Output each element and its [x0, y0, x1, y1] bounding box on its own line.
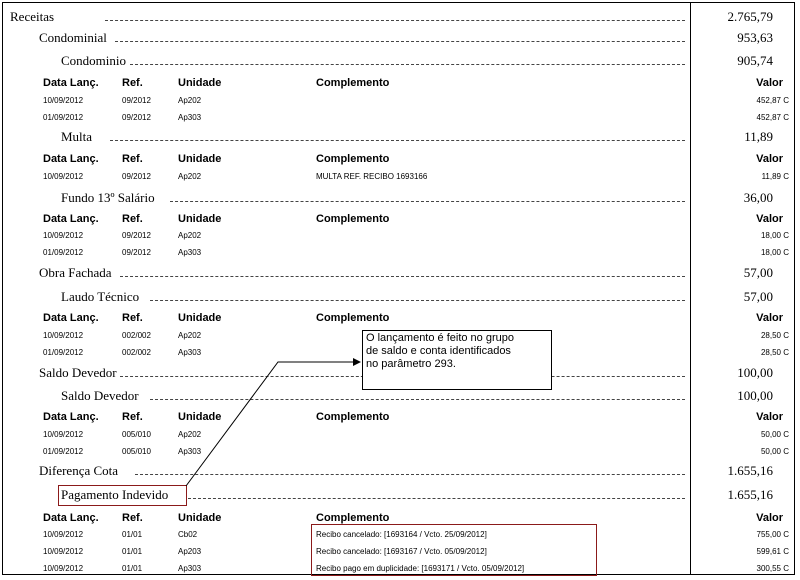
leader-dots	[105, 20, 685, 21]
leader-dots	[150, 399, 685, 400]
col-valor: Valor	[756, 77, 783, 89]
cell-complemento: Recibo cancelado: [1693164 / Vcto. 25/09/2012]	[316, 530, 487, 539]
col-complemento: Complemento	[316, 512, 390, 524]
account-label: Condominio	[61, 53, 127, 68]
cell-valor: 11,89 C	[761, 172, 789, 181]
cell-ref: 01/01	[122, 564, 143, 573]
account-label: Fundo 13º Salário	[61, 190, 155, 205]
cell-ref: 09/2012	[122, 231, 151, 240]
account-amount: 11,89	[744, 129, 773, 144]
account-multa	[10, 128, 790, 146]
col-unidade: Unidade	[178, 312, 222, 324]
group-obra-fachada	[10, 264, 790, 282]
cell-data: 10/09/2012	[43, 530, 84, 539]
leader-dots	[150, 300, 685, 301]
cell-ref: 002/002	[122, 348, 151, 357]
col-ref: Ref.	[122, 153, 143, 165]
cell-ref: 09/2012	[122, 172, 151, 181]
col-data: Data Lanç.	[43, 213, 99, 225]
leader-dots	[170, 201, 685, 202]
account-amount: 1.655,16	[727, 487, 773, 502]
cell-valor: 755,00 C	[756, 530, 789, 539]
cell-data: 10/09/2012	[43, 231, 84, 240]
group-label: Saldo Devedor	[39, 365, 117, 380]
cell-valor: 18,00 C	[760, 248, 789, 257]
col-complemento: Complemento	[316, 411, 390, 423]
col-ref: Ref.	[122, 77, 143, 89]
group-amount: 2.765,79	[727, 9, 773, 24]
leader-dots	[110, 140, 685, 141]
leader-dots	[130, 64, 685, 65]
col-data: Data Lanç.	[43, 312, 99, 324]
cell-complemento: MULTA REF. RECIBO 1693166	[316, 172, 428, 181]
col-complemento: Complemento	[316, 77, 390, 89]
cell-unidade: Ap303	[178, 564, 202, 573]
cell-unidade: Ap202	[178, 430, 202, 439]
group-label: Condominial	[39, 30, 107, 45]
account-amount: 100,00	[737, 388, 773, 403]
col-ref: Ref.	[122, 213, 143, 225]
col-unidade: Unidade	[178, 213, 222, 225]
cell-valor: 28,50 C	[760, 331, 789, 340]
cell-unidade: Ap203	[178, 547, 202, 556]
col-valor: Valor	[756, 411, 783, 423]
account-amount: 36,00	[743, 190, 773, 205]
col-complemento: Complemento	[316, 213, 390, 225]
callout-line: O lançamento é feito no grupo	[366, 332, 514, 344]
account-laudo-tecnico	[10, 288, 790, 306]
leader-dots	[115, 41, 685, 42]
group-label: Receitas	[10, 9, 55, 24]
callout-line: no parâmetro 293.	[366, 358, 456, 370]
callout-line: de saldo e conta identificados	[366, 345, 511, 357]
account-amount: 905,74	[737, 53, 773, 68]
complemento-highlight-box	[311, 524, 597, 576]
cell-data: 10/09/2012	[43, 96, 84, 105]
cell-data: 01/09/2012	[43, 447, 84, 456]
cell-unidade: Ap202	[178, 331, 202, 340]
cell-unidade: Ap202	[178, 172, 202, 181]
col-data: Data Lanç.	[43, 153, 99, 165]
col-complemento: Complemento	[316, 312, 390, 324]
cell-valor: 28,50 C	[760, 348, 789, 357]
group-amount: 100,00	[737, 365, 773, 380]
col-ref: Ref.	[122, 411, 143, 423]
cell-ref: 09/2012	[122, 248, 151, 257]
cell-data: 01/09/2012	[43, 348, 84, 357]
cell-unidade: Ap202	[178, 96, 202, 105]
col-valor: Valor	[756, 213, 783, 225]
cell-ref: 09/2012	[122, 96, 151, 105]
cell-data: 10/09/2012	[43, 172, 84, 181]
col-data: Data Lanç.	[43, 512, 99, 524]
cell-valor: 452,87 C	[756, 96, 789, 105]
cell-data: 01/09/2012	[43, 248, 84, 257]
group-amount: 57,00	[743, 265, 773, 280]
cell-unidade: Ap202	[178, 231, 202, 240]
col-complemento: Complemento	[316, 153, 390, 165]
cell-ref: 01/01	[122, 530, 143, 539]
group-label: Obra Fachada	[39, 265, 112, 280]
leader-dots	[135, 474, 685, 475]
cell-unidade: Ap303	[178, 447, 202, 456]
account-fundo-13-salario	[10, 189, 790, 207]
col-unidade: Unidade	[178, 153, 222, 165]
cell-valor: 50,00 C	[760, 447, 789, 456]
cell-complemento: Recibo pago em duplicidade: [1693171 / Vcto. 05/09/2012]	[316, 564, 525, 573]
account-label: Pagamento Indevido	[61, 487, 169, 502]
col-data: Data Lanç.	[43, 411, 99, 423]
group-label: Diferença Cota	[39, 463, 119, 478]
pagamento-indevido-highlight-box	[58, 485, 187, 506]
account-label: Multa	[61, 129, 93, 144]
cell-unidade: Ap303	[178, 113, 202, 122]
col-valor: Valor	[756, 512, 783, 524]
cell-data: 10/09/2012	[43, 331, 84, 340]
cell-data: 10/09/2012	[43, 430, 84, 439]
group-amount: 1.655,16	[727, 463, 773, 478]
col-valor: Valor	[756, 312, 783, 324]
cell-valor: 300,55 C	[756, 564, 789, 573]
account-label: Saldo Devedor	[61, 388, 139, 403]
cell-data: 01/09/2012	[43, 113, 84, 122]
cell-valor: 599,61 C	[756, 547, 789, 556]
col-data: Data Lanç.	[43, 77, 99, 89]
col-ref: Ref.	[122, 512, 143, 524]
callout-note	[362, 330, 552, 390]
group-condominial	[10, 29, 790, 47]
col-unidade: Unidade	[178, 512, 222, 524]
cell-ref: 002/002	[122, 331, 151, 340]
account-amount: 57,00	[743, 289, 773, 304]
cell-complemento: Recibo cancelado: [1693167 / Vcto. 05/09/2012]	[316, 547, 487, 556]
group-diferenca-cota	[10, 462, 790, 480]
cell-data: 10/09/2012	[43, 547, 84, 556]
group-amount: 953,63	[737, 30, 773, 45]
leader-dots	[188, 498, 685, 499]
cell-ref: 005/010	[122, 430, 151, 439]
cell-ref: 09/2012	[122, 113, 151, 122]
cell-unidade: Cb02	[178, 530, 198, 539]
leader-dots	[120, 276, 685, 277]
cell-unidade: Ap303	[178, 248, 202, 257]
account-condominio	[10, 52, 790, 70]
col-unidade: Unidade	[178, 411, 222, 423]
cell-valor: 18,00 C	[760, 231, 789, 240]
cell-ref: 005/010	[122, 447, 151, 456]
cell-unidade: Ap303	[178, 348, 202, 357]
cell-data: 10/09/2012	[43, 564, 84, 573]
cell-valor: 50,00 C	[760, 430, 789, 439]
cell-ref: 01/01	[122, 547, 143, 556]
cell-valor: 452,87 C	[756, 113, 789, 122]
col-valor: Valor	[756, 153, 783, 165]
col-ref: Ref.	[122, 312, 143, 324]
col-unidade: Unidade	[178, 77, 222, 89]
group-receitas	[10, 8, 790, 26]
account-label: Laudo Técnico	[61, 289, 140, 304]
